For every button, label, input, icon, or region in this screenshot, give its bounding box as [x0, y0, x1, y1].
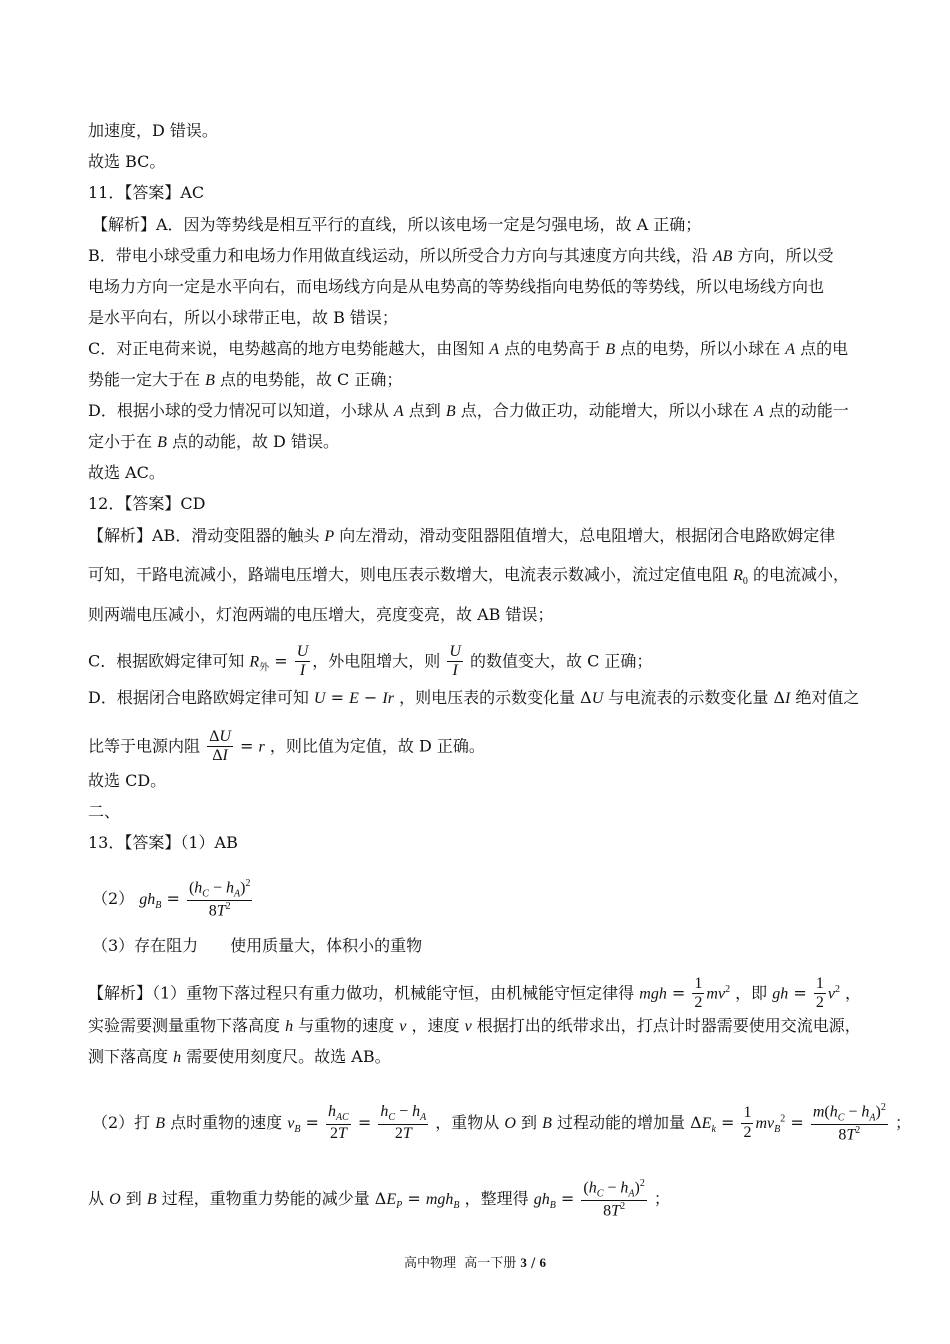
formula-line: （2）打 B 点时重物的速度 $v_B$ = $\frac{h_{AC}}{2T}$ = $\frac{h_C - h_A}{2T}$ ，重物从 O 到 B 过程动能的增加量 $\Delta E_k$ = $\frac{1}{2}$ $mv_B^2$ = $\frac{m(h_C - h_A)^2}{8T^2}$ ； [92, 1102, 911, 1144]
formula-line: 比等于电源内阻 $\frac{\Delta U}{\Delta I}$ = r ，则比值为定值，故 D 正确。 [88, 728, 485, 765]
text-line: 是水平向右，所以小球带正电，故 B 错误； [88, 308, 398, 327]
text-line: D．根据闭合电路欧姆定律可知 U = E − Ir ，则电压表的示数变化量 ΔU 与电流表的示数变化量 ΔI 绝对值之 [88, 688, 860, 707]
text-line: 故选 AC。 [88, 463, 165, 482]
text-line: 故选 BC。 [88, 152, 166, 171]
formula-line: 从 O 到 B 过程，重物重力势能的减少量 $\Delta E_P = mgh_B$ ，整理得 $gh_B$ = $\frac{(h_C - h_A)^2}{8T^2}$ ； [88, 1178, 670, 1220]
text-line: 【解析】A．因为等势线是相互平行的直线，所以该电场一定是匀强电场，故 A 正确； [92, 215, 702, 234]
footer-subject: 高中物理 [403, 1256, 456, 1271]
question-11-answer: 11．【答案】AC [88, 183, 205, 202]
text-line: 势能一定大于在 B 点的电势能，故 C 正确； [88, 370, 403, 389]
footer-page-number: 3 [520, 1255, 527, 1270]
section-heading: 二、 [88, 802, 121, 821]
text-line: C．对正电荷来说，电势越高的地方电势能越大，由图知 A 点的电势高于 B 点的电势，所以小球在 A 点的电 [88, 339, 849, 358]
text-line: 电场力方向一定是水平向右，而电场线方向是从电势高的等势线指向电势低的等势线，所以电场线方向也 [88, 277, 825, 296]
text-line: （3）存在阻力 使用质量大，体积小的重物 [92, 936, 423, 955]
text-line: 【解析】AB．滑动变阻器的触头 P 向左滑动，滑动变阻器阻值增大，总电阻增大，根据闭合电路欧姆定律 [88, 526, 836, 545]
text-line: D．根据小球的受力情况可以知道，小球从 A 点到 B 点，合力做正功，动能增大，所以小球在 A 点的动能一 [88, 401, 849, 420]
page-footer [0, 1252, 950, 1271]
formula-line: C．根据欧姆定律可知 $R_外$ = $\frac{U}{I}$ ，外电阻增大，则 $\frac{U}{I}$ 的数值变大，故 C 正确； [88, 643, 653, 680]
text-line: 定小于在 B 点的动能，故 D 错误。 [88, 432, 339, 451]
text-line: 可知，干路电流减小，路端电压增大，则电压表示数增大，电流表示数减小，流过定值电阻 $R_0$ 的电流减小， [88, 565, 849, 588]
footer-page-total: 6 [539, 1255, 547, 1270]
text-line: 实验需要测量重物下落高度 h 与重物的速度 v ，速度 v 根据打出的纸带求出，打点计时器需要使用交流电源， [88, 1016, 861, 1035]
text-line: 故选 CD。 [88, 771, 167, 790]
text-line: 则两端电压减小，灯泡两端的电压增大，亮度变亮，故 AB 错误； [88, 605, 554, 624]
question-12-answer: 12．【答案】CD [88, 494, 206, 513]
text-line: 加速度，D 错误。 [88, 121, 218, 140]
footer-grade: 高一下册 [464, 1256, 517, 1271]
formula-line: （2） $gh_B$ = $\frac{(h_C - h_A)^2}{8T^2}$ [92, 878, 251, 920]
footer-separator: / [531, 1256, 536, 1271]
text-line: 测下落高度 h 需要使用刻度尺。故选 AB。 [88, 1047, 391, 1066]
question-13-answer: 13．【答案】（1）AB [88, 833, 238, 852]
formula-line: 【解析】（1）重物下落过程只有重力做功，机械能守恒，由机械能守恒定律得 mgh = $\frac{1}{2}$ $mv^2$ ，即 gh = $\frac{1}{2}$ $v^2$ ， [88, 975, 862, 1012]
text-line: B．带电小球受重力和电场力作用做直线运动，所以所受合力方向与其速度方向共线，沿 AB 方向，所以受 [88, 246, 834, 265]
